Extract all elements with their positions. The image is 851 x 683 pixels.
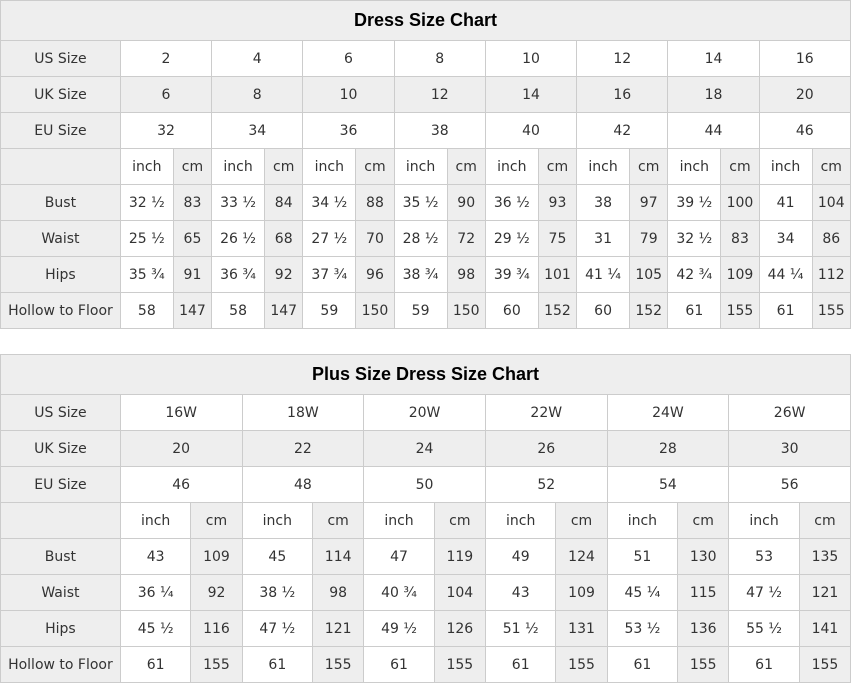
hollow-to-floor-inch-value: 58 [212,293,265,329]
hips-inch-value: 37 ¾ [303,257,356,293]
hips-inch-value: 53 ½ [607,611,678,647]
waist-inch-value: 25 ½ [120,221,173,257]
uk-size-value: 20 [759,77,850,113]
bust-cm-value: 83 [173,185,211,221]
row-label-uk-size: UK Size [1,431,121,467]
eu-size-value: 52 [485,467,607,503]
waist-cm-value: 98 [313,575,364,611]
hips-cm-value: 109 [721,257,759,293]
us-size-value: 8 [394,41,485,77]
waist-inch-value: 43 [485,575,556,611]
dress-size-chart [0,0,851,329]
eu-size-value: 40 [485,113,576,149]
row-label-us-size: US Size [1,41,121,77]
us-size-value: 26W [729,395,851,431]
bust-row [1,185,851,221]
unit-inch-cell: inch [242,503,313,539]
waist-cm-value: 86 [812,221,850,257]
hollow-to-floor-inch-value: 60 [577,293,630,329]
bust-inch-value: 34 ½ [303,185,356,221]
bust-cm-value: 104 [812,185,850,221]
bust-cm-value: 88 [356,185,394,221]
hips-inch-value: 55 ½ [729,611,800,647]
eu-size-value: 42 [577,113,668,149]
units-row [1,149,851,185]
hips-cm-value: 121 [313,611,364,647]
uk-size-value: 22 [242,431,364,467]
hollow-to-floor-inch-value: 61 [729,647,800,683]
unit-cm-cell: cm [191,503,242,539]
hips-cm-value: 141 [799,611,850,647]
uk-size-value: 28 [607,431,729,467]
waist-inch-value: 32 ½ [668,221,721,257]
bust-cm-value: 119 [434,539,485,575]
waist-cm-value: 83 [721,221,759,257]
unit-inch-cell: inch [120,149,173,185]
eu-size-value: 50 [364,467,486,503]
eu-size-value: 38 [394,113,485,149]
eu-size-value: 32 [120,113,211,149]
waist-inch-value: 40 ¾ [364,575,435,611]
hollow-to-floor-inch-value: 61 [242,647,313,683]
unit-cm-cell: cm [812,149,850,185]
hollow-to-floor-cm-value: 155 [191,647,242,683]
eu-size-value: 56 [729,467,851,503]
waist-cm-value: 109 [556,575,607,611]
units-row-corner-cell [1,503,121,539]
bust-inch-value: 35 ½ [394,185,447,221]
hips-row [1,257,851,293]
waist-cm-value: 79 [630,221,668,257]
row-label-bust: Bust [1,185,121,221]
bust-cm-value: 93 [538,185,576,221]
hollow-to-floor-inch-value: 59 [394,293,447,329]
uk-size-value: 12 [394,77,485,113]
waist-inch-value: 38 ½ [242,575,313,611]
us-size-row [1,41,851,77]
waist-cm-value: 65 [173,221,211,257]
hips-cm-value: 91 [173,257,211,293]
hollow-to-floor-inch-value: 61 [120,647,191,683]
bust-cm-value: 130 [678,539,729,575]
unit-inch-cell: inch [759,149,812,185]
hips-cm-value: 96 [356,257,394,293]
hollow-to-floor-cm-value: 150 [447,293,485,329]
waist-inch-value: 27 ½ [303,221,356,257]
hollow-to-floor-cm-value: 147 [265,293,303,329]
hips-cm-value: 98 [447,257,485,293]
unit-cm-cell: cm [434,503,485,539]
chart-title: Dress Size Chart [1,1,851,41]
bust-inch-value: 45 [242,539,313,575]
waist-cm-value: 104 [434,575,485,611]
hollow-to-floor-inch-value: 58 [120,293,173,329]
bust-cm-value: 90 [447,185,485,221]
hollow-to-floor-inch-value: 61 [485,647,556,683]
hips-inch-value: 41 ¼ [577,257,630,293]
hips-inch-value: 42 ¾ [668,257,721,293]
chart-title-row [1,1,851,41]
unit-inch-cell: inch [668,149,721,185]
eu-size-value: 46 [120,467,242,503]
hollow-to-floor-inch-value: 61 [607,647,678,683]
hollow-to-floor-inch-value: 61 [668,293,721,329]
bust-cm-value: 84 [265,185,303,221]
row-label-hips: Hips [1,257,121,293]
hips-cm-value: 92 [265,257,303,293]
hips-inch-value: 51 ½ [485,611,556,647]
waist-cm-value: 70 [356,221,394,257]
bust-inch-value: 36 ½ [485,185,538,221]
bust-inch-value: 49 [485,539,556,575]
unit-cm-cell: cm [313,503,364,539]
unit-inch-cell: inch [577,149,630,185]
unit-inch-cell: inch [212,149,265,185]
bust-cm-value: 114 [313,539,364,575]
hollow-to-floor-cm-value: 155 [556,647,607,683]
waist-inch-value: 34 [759,221,812,257]
eu-size-value: 44 [668,113,759,149]
hips-cm-value: 105 [630,257,668,293]
bust-inch-value: 32 ½ [120,185,173,221]
bust-inch-value: 39 ½ [668,185,721,221]
hips-inch-value: 49 ½ [364,611,435,647]
row-label-bust: Bust [1,539,121,575]
uk-size-value: 10 [303,77,394,113]
us-size-row [1,395,851,431]
hips-inch-value: 47 ½ [242,611,313,647]
unit-inch-cell: inch [729,503,800,539]
us-size-value: 24W [607,395,729,431]
us-size-value: 18W [242,395,364,431]
unit-inch-cell: inch [607,503,678,539]
unit-cm-cell: cm [799,503,850,539]
row-label-waist: Waist [1,221,121,257]
bust-cm-value: 97 [630,185,668,221]
us-size-value: 12 [577,41,668,77]
hollow-to-floor-row [1,647,851,683]
bust-inch-value: 41 [759,185,812,221]
waist-cm-value: 121 [799,575,850,611]
waist-row [1,575,851,611]
hollow-to-floor-inch-value: 59 [303,293,356,329]
waist-cm-value: 92 [191,575,242,611]
unit-cm-cell: cm [447,149,485,185]
bust-cm-value: 124 [556,539,607,575]
unit-cm-cell: cm [538,149,576,185]
hollow-to-floor-cm-value: 155 [721,293,759,329]
hips-cm-value: 101 [538,257,576,293]
bust-inch-value: 33 ½ [212,185,265,221]
row-label-eu-size: EU Size [1,113,121,149]
hollow-to-floor-cm-value: 155 [812,293,850,329]
uk-size-value: 18 [668,77,759,113]
unit-inch-cell: inch [120,503,191,539]
hips-inch-value: 39 ¾ [485,257,538,293]
uk-size-value: 24 [364,431,486,467]
hips-inch-value: 35 ¾ [120,257,173,293]
unit-cm-cell: cm [721,149,759,185]
chart-title-row [1,355,851,395]
unit-inch-cell: inch [303,149,356,185]
us-size-value: 22W [485,395,607,431]
hollow-to-floor-inch-value: 61 [759,293,812,329]
bust-inch-value: 47 [364,539,435,575]
unit-inch-cell: inch [394,149,447,185]
bust-inch-value: 43 [120,539,191,575]
bust-cm-value: 109 [191,539,242,575]
uk-size-value: 6 [120,77,211,113]
us-size-value: 10 [485,41,576,77]
unit-inch-cell: inch [485,149,538,185]
us-size-value: 16 [759,41,850,77]
hollow-to-floor-cm-value: 152 [538,293,576,329]
hollow-to-floor-cm-value: 155 [799,647,850,683]
hips-cm-value: 126 [434,611,485,647]
waist-inch-value: 31 [577,221,630,257]
hips-row [1,611,851,647]
waist-row [1,221,851,257]
eu-size-row [1,467,851,503]
units-row [1,503,851,539]
uk-size-row [1,431,851,467]
hollow-to-floor-cm-value: 155 [434,647,485,683]
us-size-value: 16W [120,395,242,431]
hollow-to-floor-cm-value: 152 [630,293,668,329]
uk-size-value: 14 [485,77,576,113]
bust-inch-value: 53 [729,539,800,575]
eu-size-value: 34 [212,113,303,149]
hips-cm-value: 136 [678,611,729,647]
unit-inch-cell: inch [364,503,435,539]
units-row-corner-cell [1,149,121,185]
unit-cm-cell: cm [173,149,211,185]
hollow-to-floor-cm-value: 155 [313,647,364,683]
unit-cm-cell: cm [630,149,668,185]
row-label-hips: Hips [1,611,121,647]
hips-cm-value: 116 [191,611,242,647]
waist-inch-value: 47 ½ [729,575,800,611]
eu-size-value: 36 [303,113,394,149]
waist-inch-value: 28 ½ [394,221,447,257]
waist-cm-value: 72 [447,221,485,257]
hollow-to-floor-inch-value: 60 [485,293,538,329]
us-size-value: 6 [303,41,394,77]
hollow-to-floor-row [1,293,851,329]
plus-size-dress-size-chart [0,354,851,683]
eu-size-value: 54 [607,467,729,503]
waist-cm-value: 75 [538,221,576,257]
bust-cm-value: 135 [799,539,850,575]
uk-size-value: 20 [120,431,242,467]
row-label-hollow-to-floor: Hollow to Floor [1,647,121,683]
eu-size-value: 46 [759,113,850,149]
hips-cm-value: 112 [812,257,850,293]
uk-size-value: 8 [212,77,303,113]
hips-cm-value: 131 [556,611,607,647]
unit-cm-cell: cm [356,149,394,185]
hollow-to-floor-inch-value: 61 [364,647,435,683]
hips-inch-value: 36 ¾ [212,257,265,293]
hollow-to-floor-cm-value: 150 [356,293,394,329]
hips-inch-value: 44 ¼ [759,257,812,293]
eu-size-value: 48 [242,467,364,503]
eu-size-row [1,113,851,149]
uk-size-value: 16 [577,77,668,113]
row-label-uk-size: UK Size [1,77,121,113]
waist-cm-value: 115 [678,575,729,611]
uk-size-value: 26 [485,431,607,467]
waist-inch-value: 45 ¼ [607,575,678,611]
unit-cm-cell: cm [678,503,729,539]
row-label-us-size: US Size [1,395,121,431]
us-size-value: 20W [364,395,486,431]
bust-row [1,539,851,575]
bust-inch-value: 38 [577,185,630,221]
chart-title: Plus Size Dress Size Chart [1,355,851,395]
uk-size-row [1,77,851,113]
hollow-to-floor-cm-value: 147 [173,293,211,329]
unit-cm-cell: cm [265,149,303,185]
row-label-hollow-to-floor: Hollow to Floor [1,293,121,329]
us-size-value: 14 [668,41,759,77]
row-label-waist: Waist [1,575,121,611]
waist-inch-value: 29 ½ [485,221,538,257]
uk-size-value: 30 [729,431,851,467]
unit-inch-cell: inch [485,503,556,539]
bust-inch-value: 51 [607,539,678,575]
waist-inch-value: 36 ¼ [120,575,191,611]
row-label-eu-size: EU Size [1,467,121,503]
hollow-to-floor-cm-value: 155 [678,647,729,683]
us-size-value: 2 [120,41,211,77]
unit-cm-cell: cm [556,503,607,539]
hips-inch-value: 38 ¾ [394,257,447,293]
bust-cm-value: 100 [721,185,759,221]
us-size-value: 4 [212,41,303,77]
waist-cm-value: 68 [265,221,303,257]
waist-inch-value: 26 ½ [212,221,265,257]
hips-inch-value: 45 ½ [120,611,191,647]
